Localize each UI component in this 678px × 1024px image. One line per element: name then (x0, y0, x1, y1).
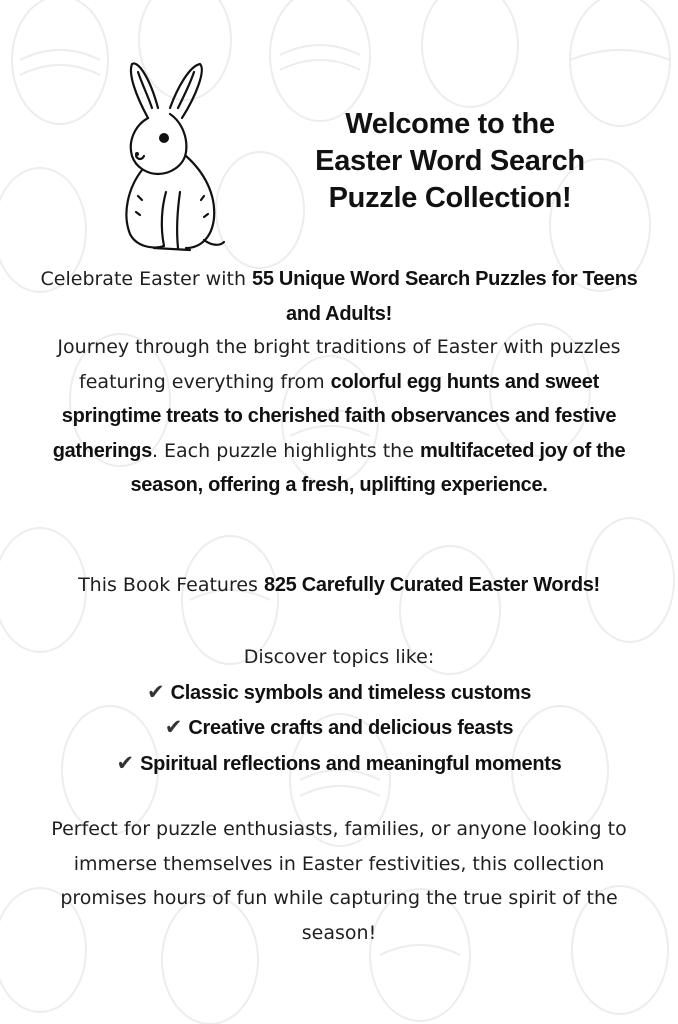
description-part-1: Journey through the bright traditions of Easter with puzzles featuring everything from (57, 336, 621, 393)
topic-item (30, 675, 648, 711)
page-title (290, 106, 610, 217)
topic-item (30, 746, 648, 782)
checkmark-icon: ✔ (146, 679, 165, 704)
description-part-2: . Each puzzle highlights the (151, 439, 420, 462)
topics-section (30, 640, 648, 781)
description-bold-1: colorful egg hunts and sweet springtime treats to cherished faith observances and festive gatherings (52, 370, 617, 462)
topic-item (30, 710, 648, 746)
title-line-1: Welcome to the (345, 108, 555, 140)
checkmark-icon: ✔ (116, 750, 135, 775)
intro-highlight: 55 Unique Word Search Puzzles for Teens and Adults! (252, 268, 638, 325)
features-highlight: 825 Carefully Curated Easter Words! (264, 574, 600, 596)
topics-list (30, 675, 648, 782)
title-line-2: Easter Word Search (315, 145, 585, 177)
topic-text: Classic symbols and timeless customs (170, 681, 532, 704)
title-line-3: Puzzle Collection! (328, 182, 572, 214)
closing-paragraph: Perfect for puzzle enthusiasts, families, or anyone looking to immerse themselves in Easter festivities, this collection promises hours of fun while capturing the true spirit of the season! (51, 818, 627, 944)
topic-text: Creative crafts and delicious feasts (188, 717, 514, 739)
intro-paragraph (30, 262, 648, 331)
topic-text: Spiritual reflections and meaningful moments (140, 752, 562, 775)
features-line (30, 568, 648, 603)
description-paragraph (30, 330, 648, 503)
topics-heading: Discover topics like: (243, 646, 435, 668)
description-bold-2: multifaceted joy of the season, offering a fresh, uplifting experience. (130, 439, 626, 496)
checkmark-icon: ✔ (164, 715, 183, 739)
bunny-illustration (108, 56, 248, 256)
features-lead: This Book Features (78, 574, 264, 596)
intro-lead: Celebrate Easter with (40, 268, 253, 290)
